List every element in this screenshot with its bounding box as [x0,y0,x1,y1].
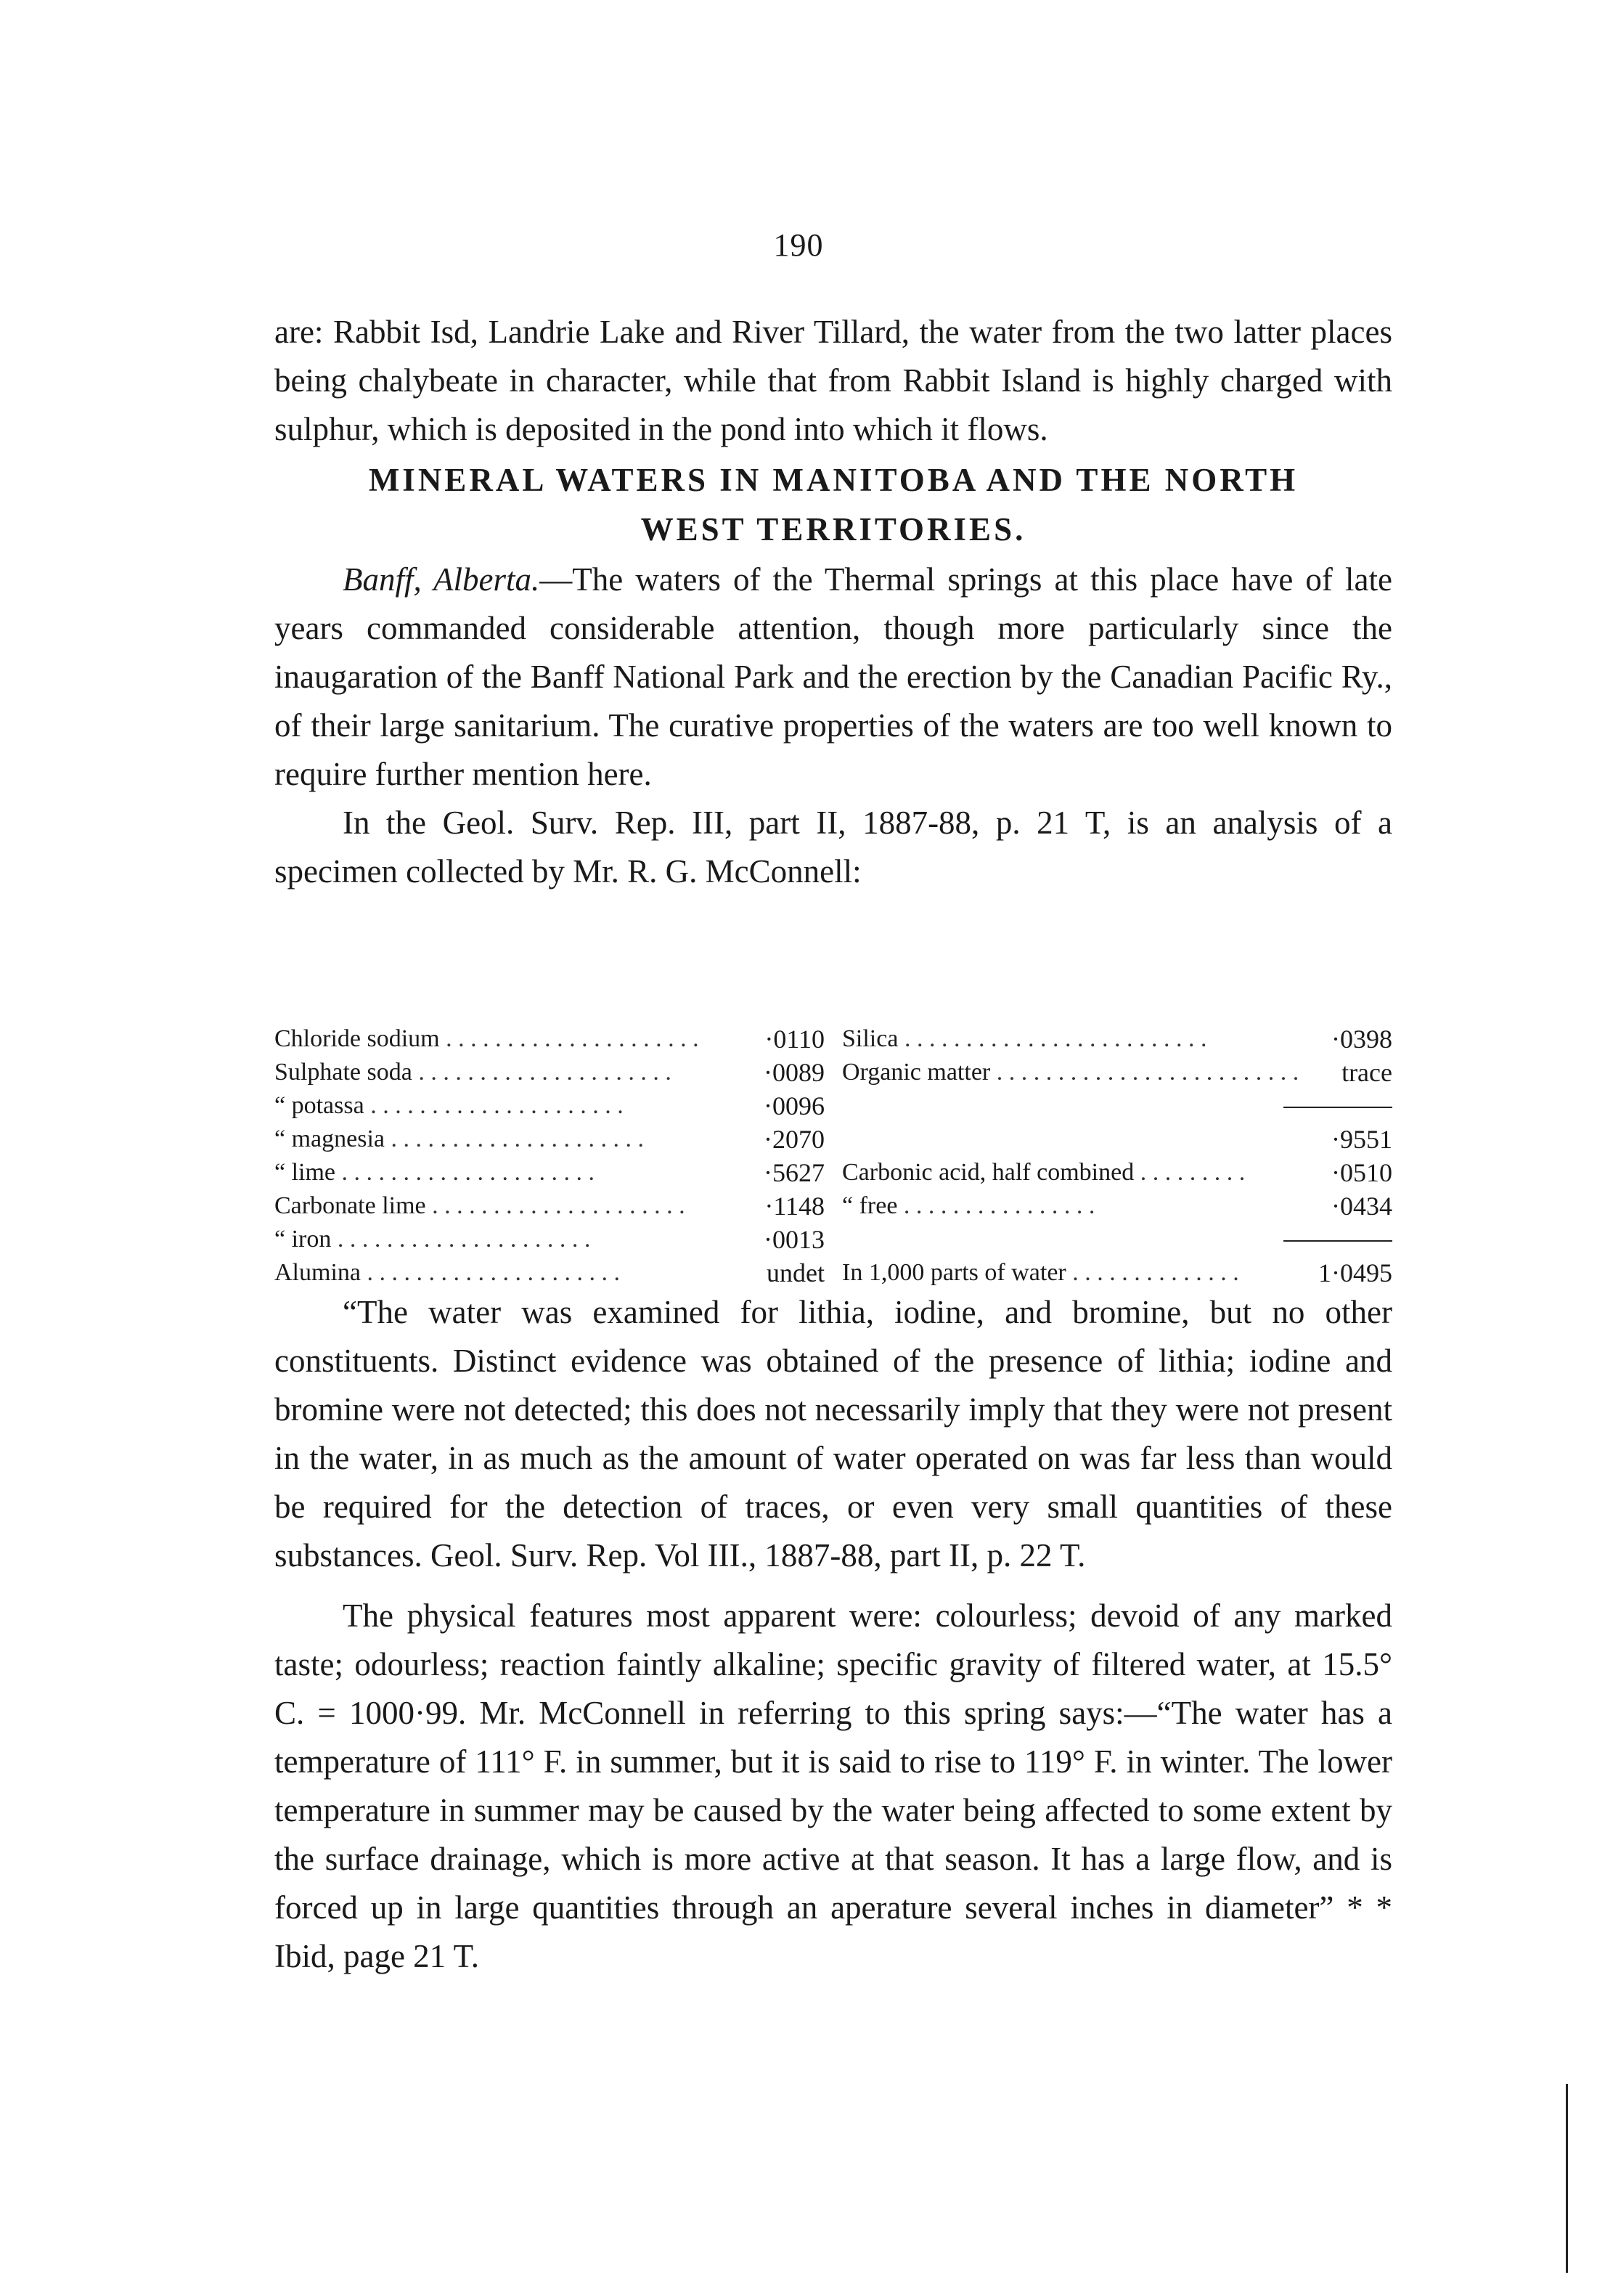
paragraph-banff [274,555,1392,799]
analysis-item-name: “ lime . . . . . . . . . . . . . . . . . . . . . [274,1159,595,1186]
analysis-left-column [274,1022,835,1290]
analysis-item-value: ·0434 [1331,1192,1392,1221]
analysis-item-name: In 1,000 parts of water . . . . . . . . . . . . . . [842,1259,1239,1286]
paragraph-rabbit-island: are: Rabbit Isd, Landrie Lake and River Tillard, the water from the two latter places being chalybeate in character, while that from Rabbit Island is highly charged with sulphur, which is deposited in the pond into which it flows. [274,314,1392,447]
heading-line-2: WEST TERRITORIES. [640,511,1026,547]
analysis-row [842,1123,1392,1156]
analysis-item-name: “ iron . . . . . . . . . . . . . . . . . . . . . [274,1226,591,1253]
analysis-item-value: ·0110 [764,1025,825,1054]
analysis-right-column [842,1022,1392,1290]
analysis-row [274,1089,835,1123]
analysis-item-value: ·0398 [1331,1025,1392,1054]
paragraph-lithia-quote: “The water was examined for lithia, iodine, and bromine, but no other constituents. Distinct evidence was obtained of the presence of lithia; iodine and bromine were not detected; this does not necessarily imply that they were not present in the water, in as much as the amount of water operated on was far less than would be required for the detection of traces, or even very small quantities of these substances. Geol. Surv. Rep. Vol III., 1887-88, part II, p. 22 T. [274,1294,1392,1574]
analysis-item-name: Silica . . . . . . . . . . . . . . . . . . . . . . . . . [842,1025,1207,1052]
analysis-item-name: Carbonate lime . . . . . . . . . . . . . . . . . . . . . [274,1192,685,1219]
analysis-item-value: ·0510 [1331,1158,1392,1187]
heading-line-1: MINERAL WATERS IN MANITOBA AND THE NORTH [368,462,1299,498]
analysis-item-name: Chloride sodium . . . . . . . . . . . . . . . . . . . . . [274,1025,699,1052]
analysis-row [274,1022,835,1056]
analysis-row [274,1156,835,1189]
analysis-item-name: “ free . . . . . . . . . . . . . . . . [842,1192,1095,1219]
analysis-item-name: “ potassa . . . . . . . . . . . . . . . . . . . . . [274,1092,624,1119]
analysis-row [274,1256,835,1290]
total-rule [1283,1240,1392,1242]
analysis-item-value: ·0096 [764,1091,825,1120]
analysis-subtotal-rule-row [842,1089,1392,1123]
section-heading [274,455,1392,554]
analysis-item-name: Alumina . . . . . . . . . . . . . . . . . . . . . [274,1259,620,1286]
paragraph-geol-survey: In the Geol. Surv. Rep. III, part II, 1887-88, p. 21 T, is an analysis of a specimen collected by Mr. R. G. McConnell: [274,805,1392,890]
opening-paragraph-block [274,308,1392,896]
analysis-item-name: “ magnesia . . . . . . . . . . . . . . . . . . . . . [274,1125,644,1152]
analysis-total-rule-row [842,1223,1392,1256]
analysis-item-name: Carbonic acid, half combined . . . . . . . . . [842,1159,1246,1186]
analysis-item-value: ·0013 [764,1225,825,1254]
analysis-subtotal-value: ·9551 [1331,1125,1392,1154]
page-number: 190 [773,227,824,263]
scan-edge-mark [1566,2084,1568,2273]
analysis-row [842,1022,1392,1056]
analysis-row [274,1123,835,1156]
analysis-item-value: ·0089 [764,1058,825,1087]
analysis-row [274,1189,835,1223]
analysis-item-value: undet [767,1258,825,1287]
closing-paragraph-block [274,1288,1392,1981]
analysis-row [842,1189,1392,1223]
analysis-row [274,1223,835,1256]
analysis-row [274,1056,835,1089]
analysis-item-name: Organic matter . . . . . . . . . . . . . . . . . . . . . . . . . [842,1059,1299,1086]
analysis-item-value: trace [1341,1058,1392,1087]
paragraph-banff-text: —The waters of the Thermal springs at this place have of late years commanded considerable attention, though more particularly since the inaugaration of the Banff National Park and the erection by the Canadian Pacific Ry., of their large sanitarium. The curative properties of the waters are too well known to require further mention here. [274,561,1392,792]
analysis-row [842,1156,1392,1189]
analysis-item-name: Sulphate soda . . . . . . . . . . . . . . . . . . . . . [274,1059,671,1086]
analysis-item-value: ·1148 [764,1192,825,1221]
place-name-lead: Banff, Alberta. [343,561,540,598]
analysis-row [842,1056,1392,1089]
analysis-row [842,1256,1392,1290]
analysis-item-value: ·5627 [764,1158,825,1187]
analysis-item-value: 1·0495 [1318,1258,1392,1287]
analysis-item-value: ·2070 [764,1125,825,1154]
subtotal-rule [1283,1107,1392,1108]
paragraph-physical-features: The physical features most apparent were: colourless; devoid of any marked taste; odourless; reaction faintly alkaline; specific gravity of filtered water, at 15.5° C. = 1000·99. Mr. McConnell in referring to this spring says:—“The water has a temperature of 111° F. in summer, but it is said to rise to 119° F. in winter. The lower temperature in summer may be caused by the water being affected to some extent by the surface drainage, which is more active at that season. It has a large flow, and is forced up in large quantities through an aperature several inches in diameter” * * Ibid, page 21 T. [274,1597,1392,1974]
